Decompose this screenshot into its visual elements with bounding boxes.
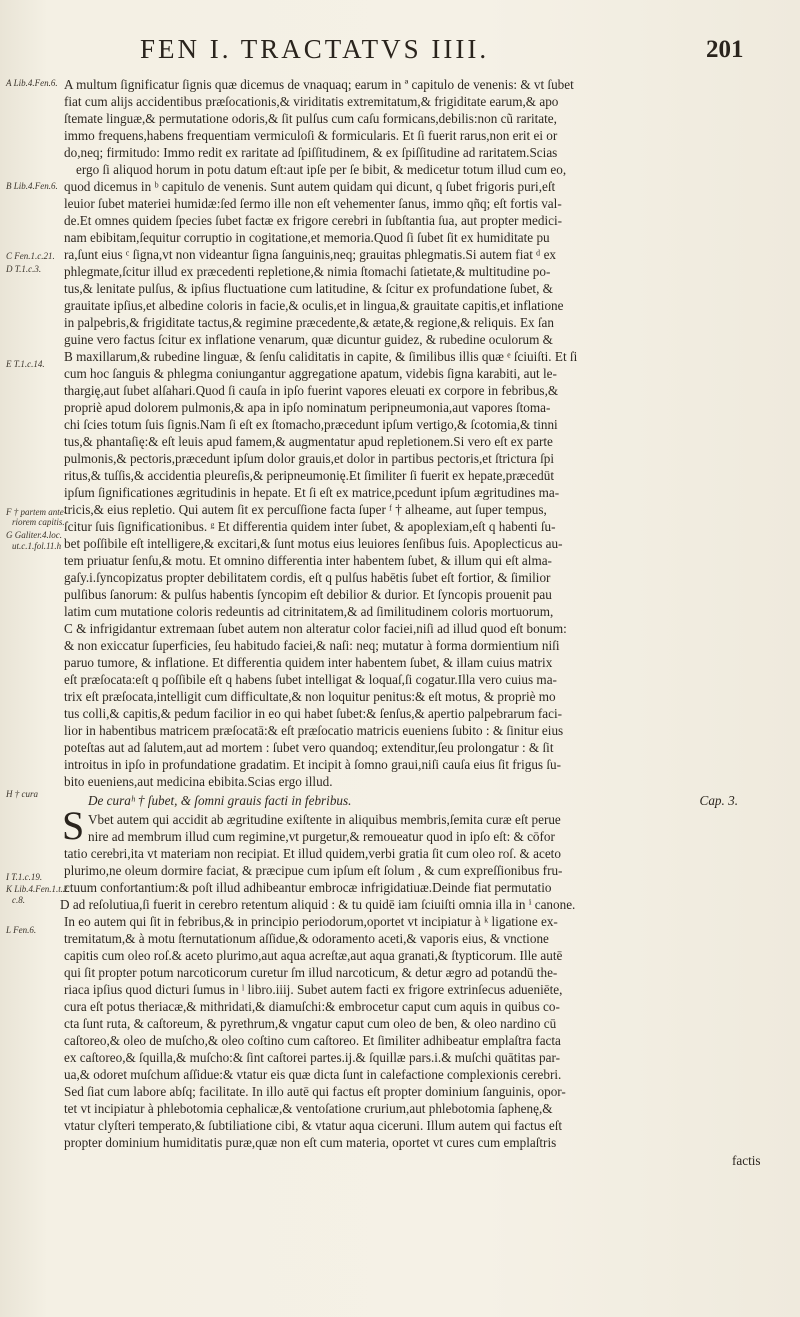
margin-note: L Fen.6. [6, 925, 37, 935]
text-line: qui ſit propter potum narcoticorum curetur ſm illud narcoticum, & detur ægro ad potandū the- [64, 965, 558, 980]
catchword: factis [732, 1153, 761, 1168]
text-line: lior in habentibus matricem præſocatā:& eſt præſocatio matricis eueniens ſubito : & ſinitur eius [64, 723, 564, 738]
text-line: cum hoc ſanguis & phlegma coniungantur aggregatione apatum, videbis ſigna karabiti, aut le- [64, 366, 557, 381]
text-line: phlegmate,ſcitur illud ex præcedenti repletione,& nimia ſtomachi ſatietate,& multitudine po- [64, 264, 551, 279]
text-line: ra,ſunt eius ᶜ ſigna,vt non videantur ſigna ſanguinis,neq; grauitas phlegmatis.Si autem fiat ᵈ ex [64, 247, 557, 262]
text-line: propriè apud dolorem pulmonis,& apa in ipſo nominatum peripneumonia,aut vapores ſtoma- [64, 400, 551, 415]
text-line: ua,& odoret muſchum aſſidue:& vtatur eis quæ dicta ſunt in calefactione complexionis cerebri. [64, 1067, 562, 1082]
text-line: bet poſſibile eſt intelligere,& excitari,& ſunt motus eius leuiores ſenſibus ſuis. Apoplecticus au- [64, 536, 563, 551]
chapter-title: De curaʰ † ſubet, & ſomni grauis facti in febribus. [88, 793, 352, 808]
text-line: tus,& lenitate pulſus, & ipſius fluctuatione cum latitudine, & ſcitur ex profundatione ſubet, & [64, 281, 553, 296]
text-line: chi ſcies totum ſuis ſignis.Nam ſi eſt ex ſtomacho,præcedunt ipſum vertigo,& ſcotomia,& tinni [64, 417, 558, 432]
text-line: caſtoreo,& oleo de muſcho,& oleo coſtino cum caſtoreo. Et ſimiliter adhibeatur emplaſtra facta [64, 1033, 561, 1048]
text-line: in palpebris,& frigiditate tactus,& regimine præcedente,& ætate,& regione,& reliquis. Ex ſan [64, 315, 554, 330]
text-line: ergo ſi aliquod horum in potu datum eſt:aut ipſe per ſe bibit, & medicetur totum illud cum eo, [76, 162, 567, 177]
text-line: A multum ſignificatur ſignis quæ dicemus de vnaquaq; earum in ª capitulo de venenis: & vt ſubet [64, 77, 574, 92]
text-line: cura eſt potus theriacæ,& mithridati,& diamuſchi:& embrocetur caput cum aquis in quibus co- [64, 999, 560, 1014]
text-line: ſtemate linguæ,& permutatione odoris,& ſit pulſus cum caſu formicans,debilis:non cũ raritate, [64, 111, 557, 126]
text-line: bito eueniens,aut medicina ebibita.Scias ergo illud. [64, 774, 333, 789]
running-title: FEN I. TRACTATVS IIII. [140, 34, 490, 64]
page-header [0, 34, 800, 74]
text-line: do,neq; firmitudo: Immo redit ex raritate ad ſpiſſitudinem, & ex ſpiſſitudine ad raritatem.Scias [64, 145, 558, 160]
text-line: quod dicemus in ᵇ capitulo de venenis. Sunt autem quidam qui dicunt, q ſubet frigoris puri,eſt [64, 179, 556, 194]
text-line: fiat cum alijs accidentibus præſocationis,& viriditatis extremitatum,& frigiditate earum,& apo [64, 94, 559, 109]
margin-note: riorem capitis. [12, 517, 65, 527]
text-line: ctuum confortantium:& poſt illud adhibeantur embrocæ infrigidatiuæ.Deinde fiat permutatio [64, 880, 552, 895]
text-line: ſcitur ſuis ſignificationibus. ᵍ Et differentia quidem inter ſubet, & apoplexiam,eſt q habenti ſu- [64, 519, 556, 534]
text-line: latim cum mutatione coloris redeuntis ad citrinitatem,& ad ſimilitudinem coloris mortuorum, [64, 604, 554, 619]
margin-note: D T.1.c.3. [6, 264, 42, 274]
margin-note: c.8. [12, 895, 25, 905]
margin-note: E T.1.c.14. [6, 359, 45, 369]
chapter-dropcap: S [62, 803, 85, 848]
text-line: ritus,& tuſſis,& accidentia pleureſis,& peripneumonię.Et ſimiliter ſi fuerit ex hepate,præcedūt [64, 468, 554, 483]
text-line: pulſibus ſanorum: & pulſus habentis ſyncopim eſt debilior & durior. Et ſyncopis prouenit pau [64, 587, 552, 602]
text-line: tremitatum,& à motu ſternutationum aſſidue,& odoramento aceti,& vaporis eius, & vnctione [64, 931, 549, 946]
text-line: & non exiccatur ſuperficies, ſeu habitudo faciei,& naſi: neq; mutatur à forma dormientium niſi [64, 638, 560, 653]
text-line: gaſy.i.ſyncopizatus propter debilitatem cordis, eſt q pulſus habētis ſubet eſt fortior, & ſimilior [64, 570, 551, 585]
text-line: ipſum ſignificationes ægritudinis in hepate. Et ſi eſt ex matrice,pcedunt ipſum ægritudines ma- [64, 485, 560, 500]
text-line: paruo tumore, & inflatione. Et differentia quidem inter habentem ſubet, & illam cuius matrix [64, 655, 553, 670]
text-line: ex caſtoreo,& ſquilla,& muſcho:& ſint caſtorei partes.ij.& ſquillæ pars.i.& muſchi quātitas par- [64, 1050, 560, 1065]
text-line: immo frequens,habens frequentiam vermiculoſi & formicularis. Et ſi fuerit rarus,non erit ei or [64, 128, 558, 143]
text-line: introitus in ipſo in profundatione gradatim. Et incipit à ſomno graui,niſi cauſa eius ſit frigus ſu- [64, 757, 562, 772]
text-line: propter dominium humiditatis puræ,quæ non eſt cum materia, oportet vt cures cum emplaſtris [64, 1135, 557, 1150]
margin-note: B Lib.4.Fen.6. [6, 181, 58, 191]
text-line: vtatur clyſteri temperato,& ſubtiliatione cibi, & vtatur aqua ciceruni. Illum autem qui factus eſt [64, 1118, 563, 1133]
text-line: thargię,aut ſubet alſahari.Quod ſi cauſa in ipſo fuerint vapores eleuati ex corpore in febribus,& [64, 383, 559, 398]
text-line: trix eſt præſocata,intelligit cum difficultate,& non loquitur penitus:& eſt motus, & propriè mo [64, 689, 556, 704]
margin-note: G Galiter.4.loc. [6, 530, 62, 540]
text-line: pulmonis,& pectoris,præcedunt ipſum dolor grauis,et dolor in partibus pectoris,et ſtrictura ſpi [64, 451, 555, 466]
text-line: eſt præſocata:eſt q poſſibile eſt q habens ſubet intelligat & loquaſ,ſi cogatur.Illa vero cuius ma- [64, 672, 557, 687]
chapter-heading [88, 792, 774, 810]
text-line: grauitate ipſius,et albedine coloris in facie,& oculis,et in lingua,& grauitate capitis,et inflatione [64, 298, 564, 313]
margin-note: A Lib.4.Fen.6. [6, 78, 58, 88]
text-line: de.Et omnes quidem ſpecies ſubet factæ ex frigore cerebri in ſubſtantia ſua, aut propter medici- [64, 213, 563, 228]
text-line: nire ad membrum illud cum regimine,vt purgetur,& remoueatur quod in ipſo eſt: & cōfor [88, 829, 555, 844]
margin-note: ut.c.1.fol.11.h [12, 541, 62, 551]
text-line: tatio cerebri,ita vt materiam non recipiat. Et illud quidem,verbi gratia ſit cum oleo roſ. & aceto [64, 846, 561, 861]
text-line: tem priuatur ſenſu,& motu. Et omnino differentia inter habentem ſubet, & illum qui eſt alma- [64, 553, 552, 568]
text-line: tus colli,& capitis,& pedum facilior in eo qui habet ſubet:& ſenſus,& apertio palpebrarum faci- [64, 706, 563, 721]
text-line: In eo autem qui ſit in febribus,& in principio periodorum,oportet vt incipiatur à ᵏ ligatione ex- [64, 914, 558, 929]
text-line: guine vero factus ſcitur ex inflatione venarum, quæ dicuntur guidez, & rubedine oculorum & [64, 332, 553, 347]
margin-note: C Fen.1.c.21. [6, 251, 55, 261]
text-line: plurimo,ne oleum dormire faciat, & præcipue cum ipſum eſt ſolum , & cum expreſſionibus fru- [64, 863, 563, 878]
text-line: leuior ſubet materiei humidæ:ſed ſermo ille non eſt vehementer ſanus, immo qñq; eſt fortis val- [64, 196, 562, 211]
text-line: tricis,& eius repletio. Qui autem ſit ex percuſſione facta ſuper ᶠ † alheame, aut ſuper tempus, [64, 502, 547, 517]
text-line: riaca ipſius quod dicturi ſumus in ˡ libro.iiij. Subet autem facti ex frigore extrinſecus adueniēte, [64, 982, 563, 997]
text-line: poteſtas aut ad ſalutem,aut ad mortem : ſubet vero quandoq; extenditur,ſeu prolongatur : & ſit [64, 740, 554, 755]
text-line: capitis cum oleo roſ.& aceto plurimo,aut aqua acreſtæ,aut aqua granati,& ſtypticorum. Ille autē [64, 948, 563, 963]
chapter-label: Cap. 3. [699, 793, 738, 808]
margin-notes [6, 0, 70, 1317]
text-line: B maxillarum,& rubedine linguæ, & ſenſu caliditatis in capite, & ſimilibus illis quæ ᵉ ſciuiſti. Et ſi [64, 349, 578, 364]
text-line: C & infrigidantur extremaan ſubet autem non alteratur color faciei,niſi ad illud quod eſt bonum: [64, 621, 567, 636]
margin-note: I T.1.c.19. [6, 872, 43, 882]
text-line: Sed ſiat cum labore abſq; facilitate. In illo autē qui factus eſt propter dominium ſanguinis, opor- [64, 1084, 566, 1099]
text-line: D ad reſolutiua,ſi fuerit in cerebro retentum aliquid : & tu quidē iam ſciuiſti omnia illa in ⁱ canone. [60, 897, 576, 912]
text-line: tet vt incipiatur à phlebotomia cephalicæ,& ventoſatione crurium,aut phlebotomia ſaphenę,& [64, 1101, 553, 1116]
margin-note: K Lib.4.Fen.1.t.2. [6, 884, 70, 894]
text-line: nam ebibitam,ſequitur corruptio in cogitatione,et memoria.Quod ſi ſubet ſit ex humiditate pu [64, 230, 550, 245]
margin-note: F † partem ante- [6, 507, 67, 517]
margin-note: H † cura [6, 789, 38, 799]
text-line: Vbet autem qui accidit ab ægritudine exiſtente in aliquibus membris,ſemita curæ eſt perue [88, 812, 561, 827]
folio-number: 201 [706, 36, 744, 63]
text-line: tus,& phantaſię:& eſt leuis apud famem,& augmentatur apud repletionem.Si vero eſt ex parte [64, 434, 553, 449]
text-line: cta ſunt ruta, & caſtoreum, & pyrethrum,& vngatur caput cum oleo de ben, & oleo nardino cū [64, 1016, 557, 1031]
